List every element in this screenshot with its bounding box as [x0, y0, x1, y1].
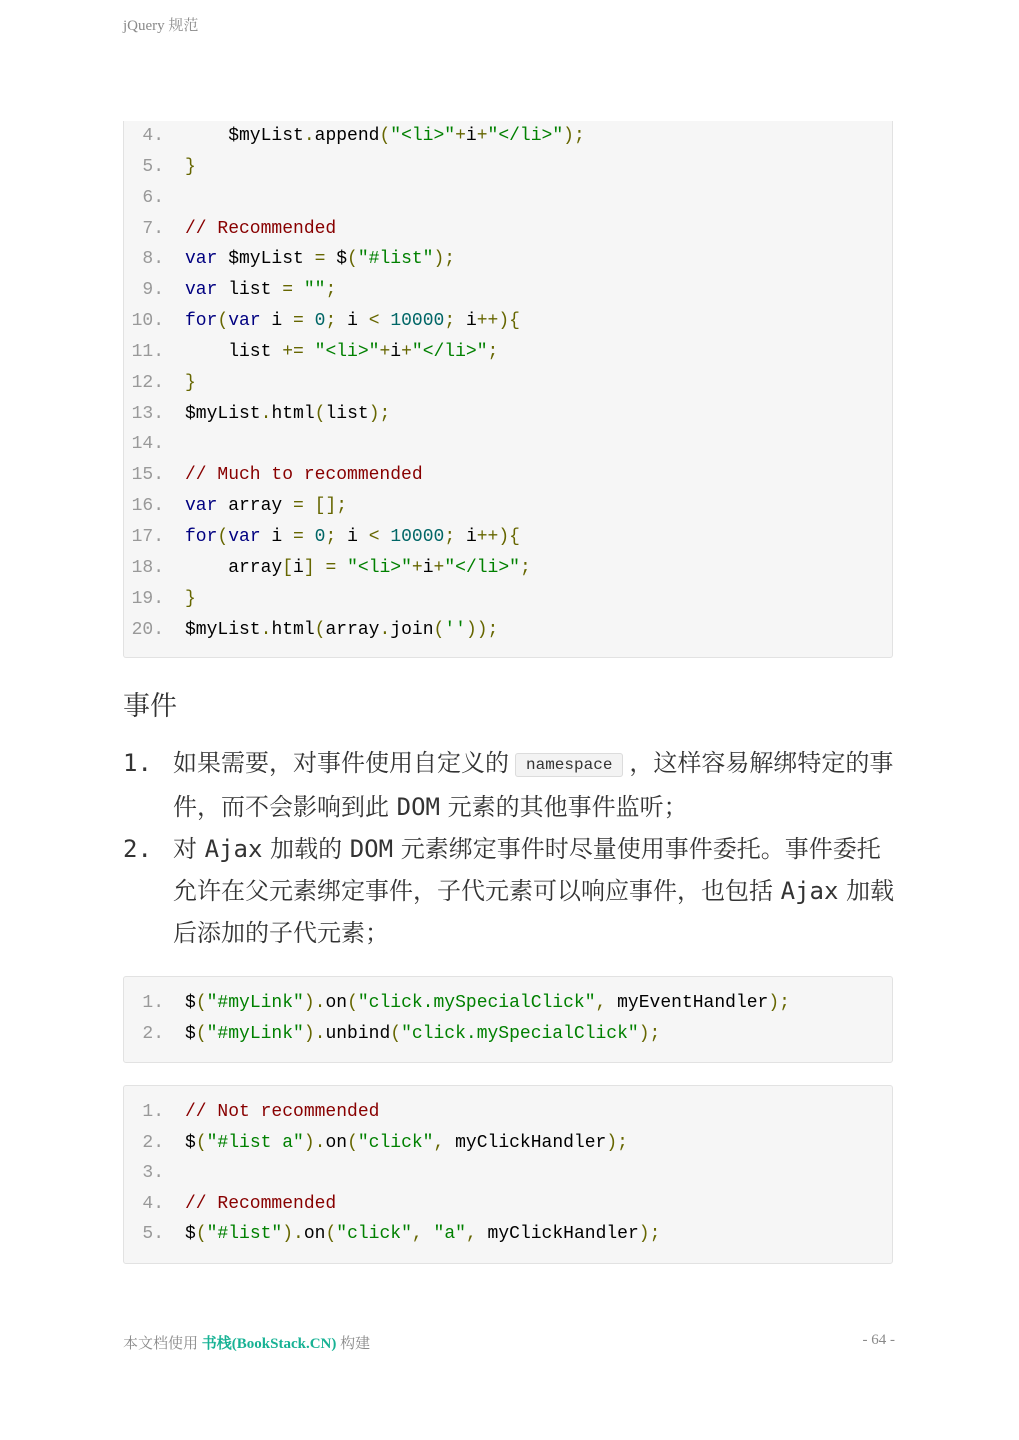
code-text: array[i] = "<li>"+i+"</li>";	[185, 557, 531, 578]
code-text: $("#myLink").on("click.mySpecialClick", myEventHandler);	[185, 993, 790, 1013]
line-number: 10.	[131, 311, 164, 332]
code-line	[124, 1128, 892, 1159]
code-text: var $myList = $("#list");	[185, 249, 456, 270]
line-number: 2.	[142, 1132, 164, 1153]
line-number: 16.	[131, 496, 164, 517]
line-number: 9.	[142, 280, 164, 301]
code-line	[124, 152, 892, 183]
code-block-delegation	[123, 1085, 893, 1264]
line-number: 17.	[131, 526, 164, 547]
code-text: // Recommended	[185, 1193, 337, 1214]
bookstack-link[interactable]: 书栈(BookStack.CN)	[201, 1336, 337, 1352]
line-number: 15.	[131, 465, 164, 486]
line-number: 12.	[131, 372, 164, 393]
code-text: for(var i = 0; i < 10000; i++){	[185, 526, 520, 547]
code-text: // Recommended	[185, 218, 337, 239]
line-number: 7.	[142, 218, 164, 239]
footer-prefix: 本文档使用	[123, 1336, 199, 1352]
code-text: $myList.append("<li>"+i+"</li>");	[185, 126, 585, 146]
list-item-number: 1.	[123, 749, 152, 777]
code-text: $("#list").on("click", "a", myClickHandler);	[185, 1224, 661, 1245]
line-number: 5.	[142, 1224, 164, 1245]
code-text: $myList.html(list);	[185, 403, 391, 424]
code-text: // Much to recommended	[185, 465, 423, 486]
line-number: 20.	[131, 619, 164, 640]
inline-code: namespace	[515, 753, 623, 777]
code-line	[124, 584, 892, 615]
code-line	[124, 183, 892, 214]
code-line	[124, 1019, 892, 1050]
code-text: // Not recommended	[185, 1102, 380, 1122]
code-line	[124, 553, 892, 584]
section-title: 事件	[123, 691, 177, 722]
running-header: jQuery 规范	[123, 18, 199, 34]
list-item	[123, 742, 903, 828]
line-number: 14.	[131, 434, 164, 455]
code-line	[124, 1219, 892, 1250]
code-text: $("#myLink").unbind("click.mySpecialClick");	[185, 1023, 661, 1044]
code-text: $("#list a").on("click", myClickHandler);	[185, 1132, 628, 1153]
code-text: for(var i = 0; i < 10000; i++){	[185, 311, 520, 332]
line-number: 18.	[131, 557, 164, 578]
line-number: 4.	[142, 1193, 164, 1214]
line-number: 11.	[131, 341, 164, 362]
code-line	[124, 275, 892, 306]
code-line	[124, 337, 892, 368]
code-line	[124, 988, 892, 1019]
code-line	[124, 1097, 892, 1128]
code-text: }	[185, 372, 196, 393]
line-number: 2.	[142, 1023, 164, 1044]
code-line	[124, 429, 892, 460]
code-text: }	[185, 156, 196, 177]
code-line	[124, 1158, 892, 1189]
list-item	[123, 828, 903, 954]
line-number: 5.	[142, 156, 164, 177]
list-item-text: ，这样容易解绑特定的事件，而不会影响到此 DOM 元素的其他事件监听；	[173, 749, 894, 821]
line-number: 6.	[142, 187, 164, 208]
code-text: var list = "";	[185, 280, 337, 301]
page-number: - 64 -	[862, 1332, 895, 1348]
list-item-text: 如果需要，对事件使用自定义的	[173, 749, 509, 777]
list-item-text: 对 Ajax 加载的 DOM 元素绑定事件时尽量使用事件委托。事件委托允许在父元素绑定事件，子代元素可以响应事件，也包括 Ajax 加载后添加的子代元素；	[173, 835, 895, 947]
line-number: 8.	[142, 249, 164, 270]
line-number: 4.	[142, 126, 164, 146]
code-line	[124, 399, 892, 430]
footer-suffix: 构建	[340, 1336, 371, 1352]
code-line	[124, 1189, 892, 1220]
line-number: 1.	[142, 1102, 164, 1122]
code-line	[124, 491, 892, 522]
code-line	[124, 214, 892, 245]
code-text: list += "<li>"+i+"</li>";	[185, 341, 499, 362]
list-item-number: 2.	[123, 835, 152, 863]
line-number: 3.	[142, 1163, 164, 1184]
code-line	[124, 306, 892, 337]
code-line	[124, 121, 892, 152]
footer-credit	[123, 1332, 370, 1353]
code-text: }	[185, 588, 196, 609]
code-line	[124, 368, 892, 399]
line-number: 19.	[131, 588, 164, 609]
code-block-loop-performance	[123, 121, 893, 658]
guideline-list	[123, 742, 903, 954]
line-number: 13.	[131, 403, 164, 424]
code-text: $myList.html(array.join(''));	[185, 619, 499, 640]
code-block-namespace	[123, 976, 893, 1063]
code-line	[124, 615, 892, 646]
code-line	[124, 460, 892, 491]
code-line	[124, 522, 892, 553]
code-line	[124, 244, 892, 275]
code-text: var array = [];	[185, 496, 348, 517]
line-number: 1.	[142, 993, 164, 1013]
